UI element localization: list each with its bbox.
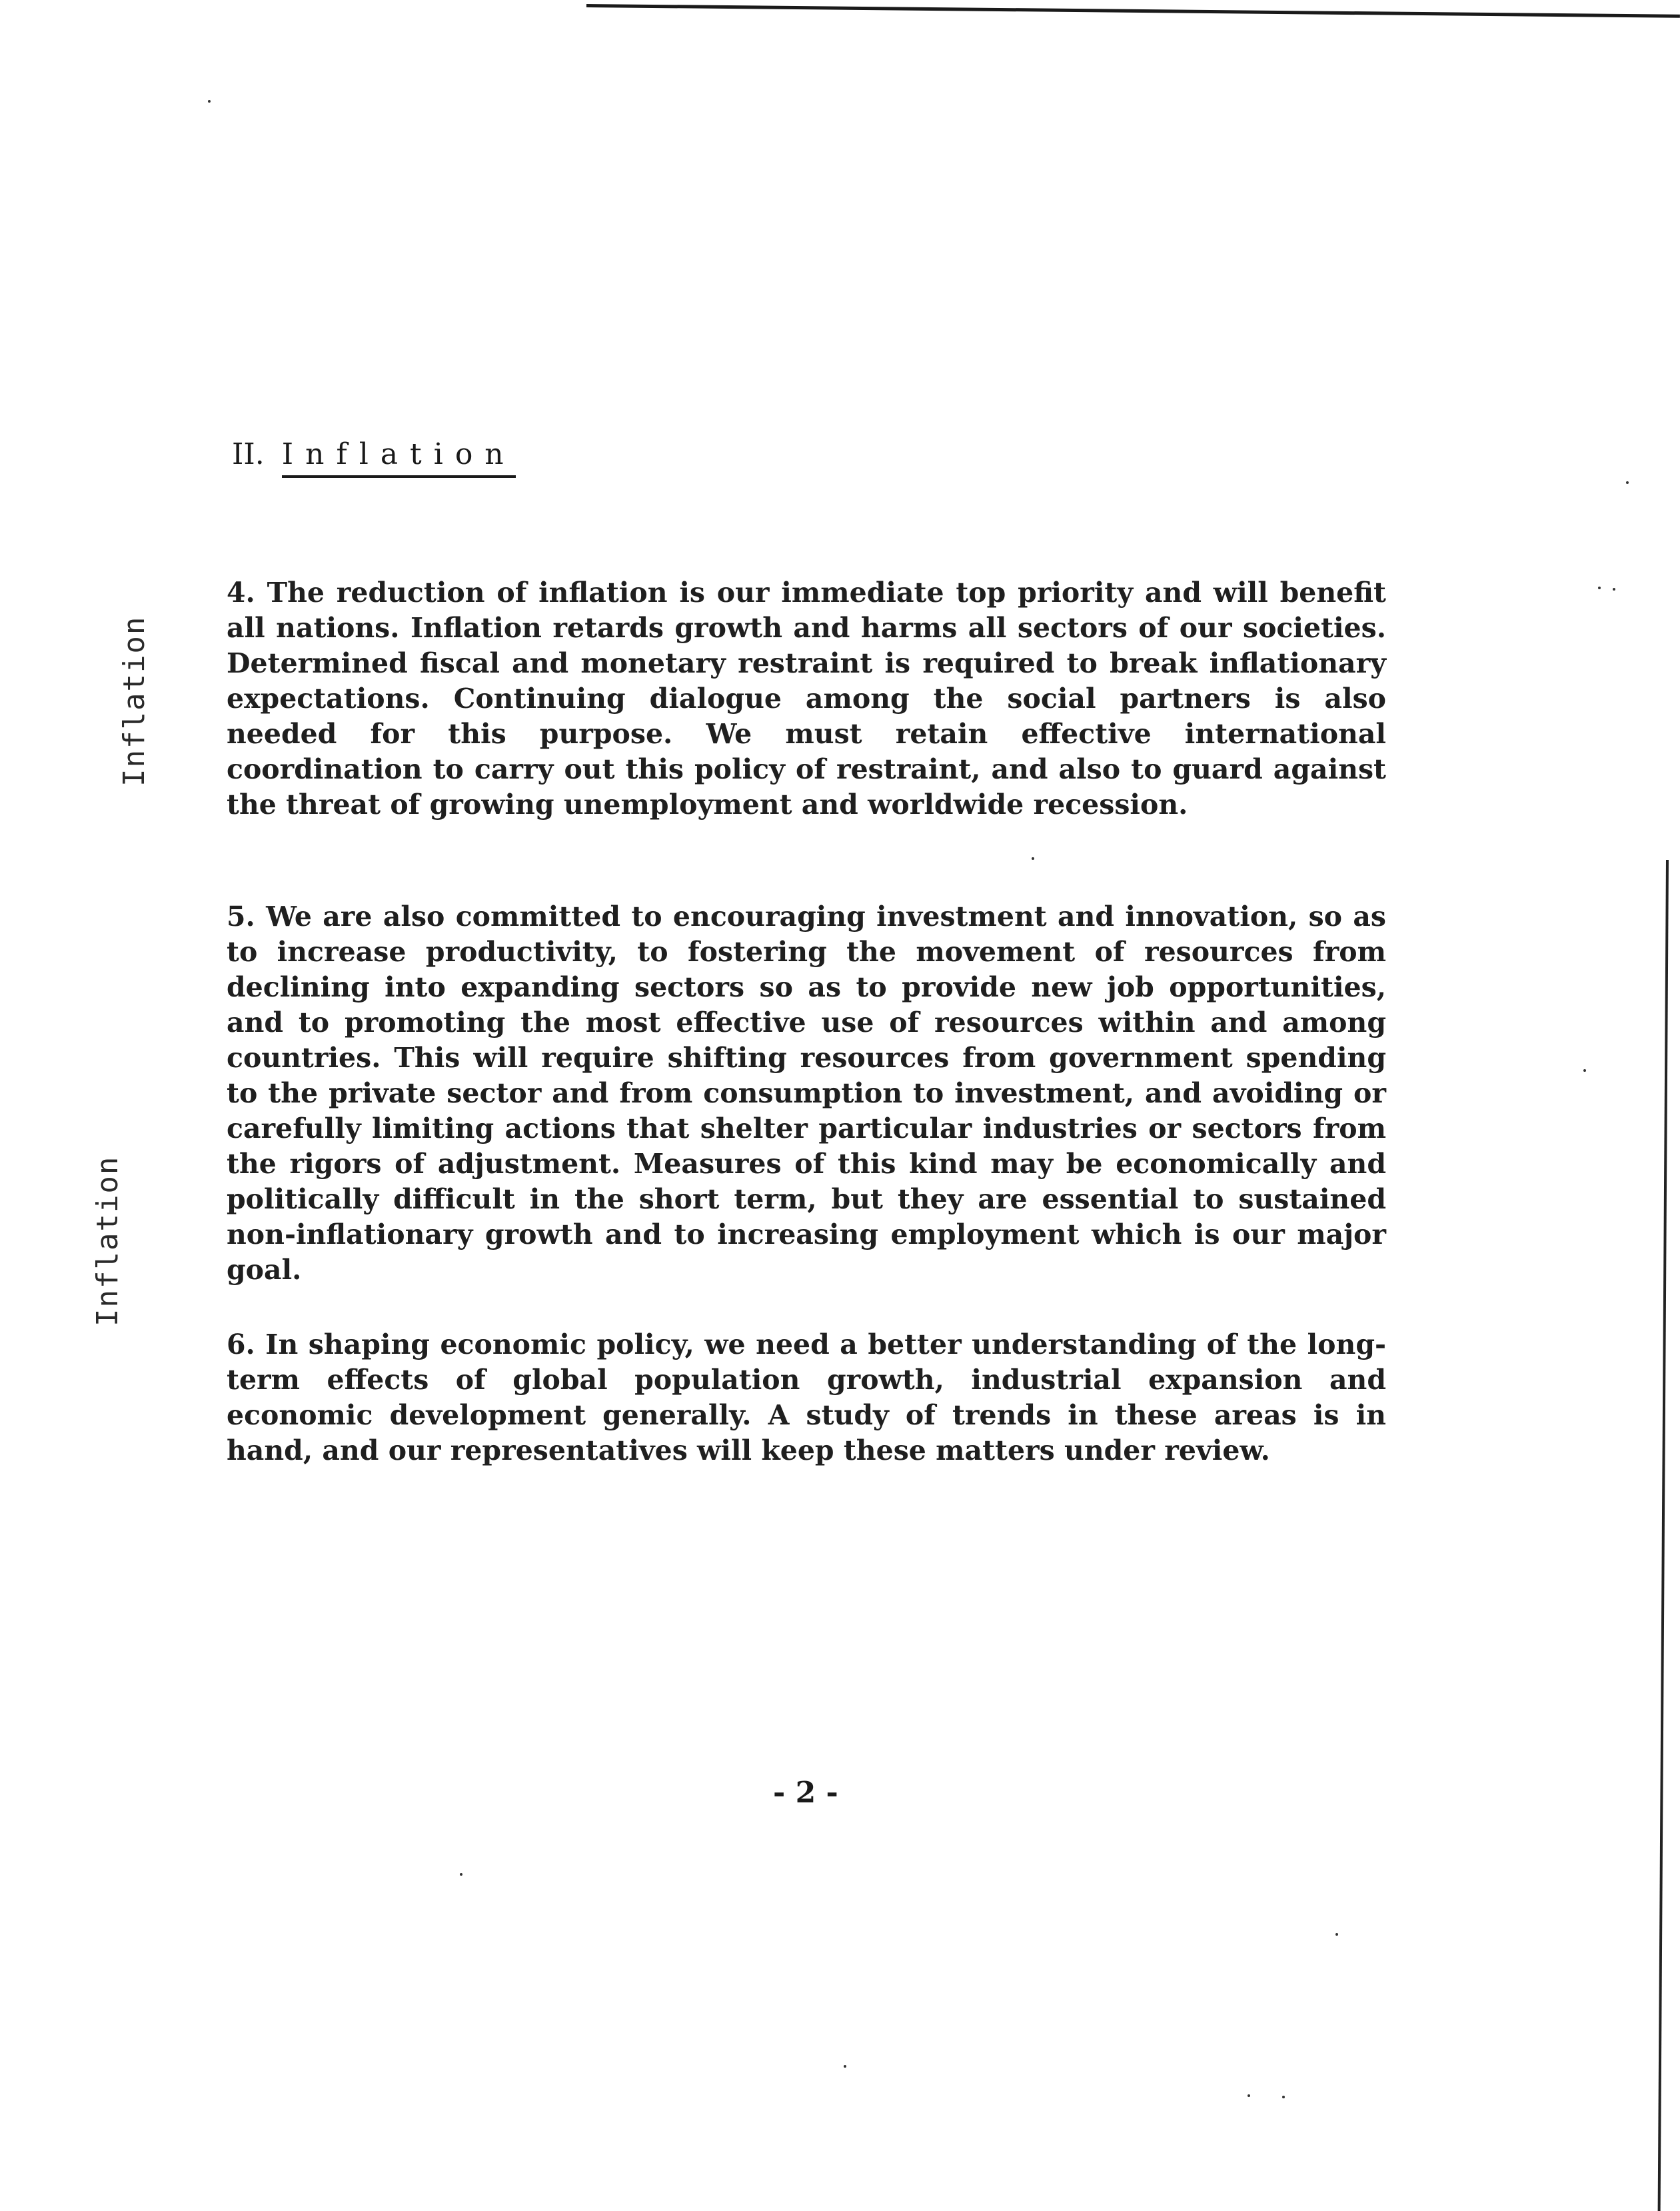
margin-note: Inflation bbox=[91, 1155, 125, 1326]
scan-speck bbox=[1282, 2096, 1285, 2098]
margin-note: Inflation bbox=[117, 615, 151, 787]
scan-speck bbox=[460, 1873, 462, 1876]
section-number: II. bbox=[232, 437, 265, 471]
scan-speck bbox=[1598, 587, 1601, 589]
scan-speck bbox=[1613, 588, 1615, 591]
section-title: Inflation bbox=[282, 437, 516, 478]
scan-edge-right bbox=[1658, 860, 1669, 2211]
paragraph-5: 5. We are also committed to encouraging investment and innovation, so as to increase productivity, to fostering the movement of resources from declining into expanding sectors so as to provide new job opportunities, and to promoting the most effective use of resources within and among countries. This will require shifting resources from government spending to the private sector and from consumption to investment, and avoiding or carefully limiting actions that shelter particular industries or sectors from the rigors of adjustment. Measures of this kind may be economically and politically difficult in the short term, but they are essential to sustained non-inflationary growth and to increasing employment which is our major goal. bbox=[227, 901, 1386, 1286]
section-heading bbox=[232, 437, 516, 478]
scan-speck bbox=[208, 100, 211, 103]
paragraph-4: 4. The reduction of inflation is our immediate top priority and will benefit all nations. Inflation retards growth and harms all sectors of our societies. Determined fiscal and monetary restraint is required to break inflationary expectations. Continuing dialogue among the social partners is also needed for this purpose. We must retain effective international coordination to carry out this policy of restraint, and also to guard against the threat of growing unemployment and worldwide recession. bbox=[227, 577, 1386, 821]
scan-speck bbox=[1583, 1069, 1586, 1072]
scan-speck bbox=[1626, 481, 1629, 484]
paragraph-6: 6. In shaping economic policy, we need a better understanding of the long-term effects of global population growth, industrial expansion and economic development generally. A study of trends in these areas is in hand, and our representatives will keep these matters under review. bbox=[227, 1328, 1386, 1466]
scan-speck bbox=[1248, 2094, 1250, 2097]
scan-edge-top bbox=[586, 4, 1680, 18]
scan-speck bbox=[844, 2065, 846, 2068]
page-number: - 2 - bbox=[773, 1776, 838, 1810]
scan-speck bbox=[1032, 857, 1034, 860]
scan-speck bbox=[1335, 1933, 1338, 1936]
